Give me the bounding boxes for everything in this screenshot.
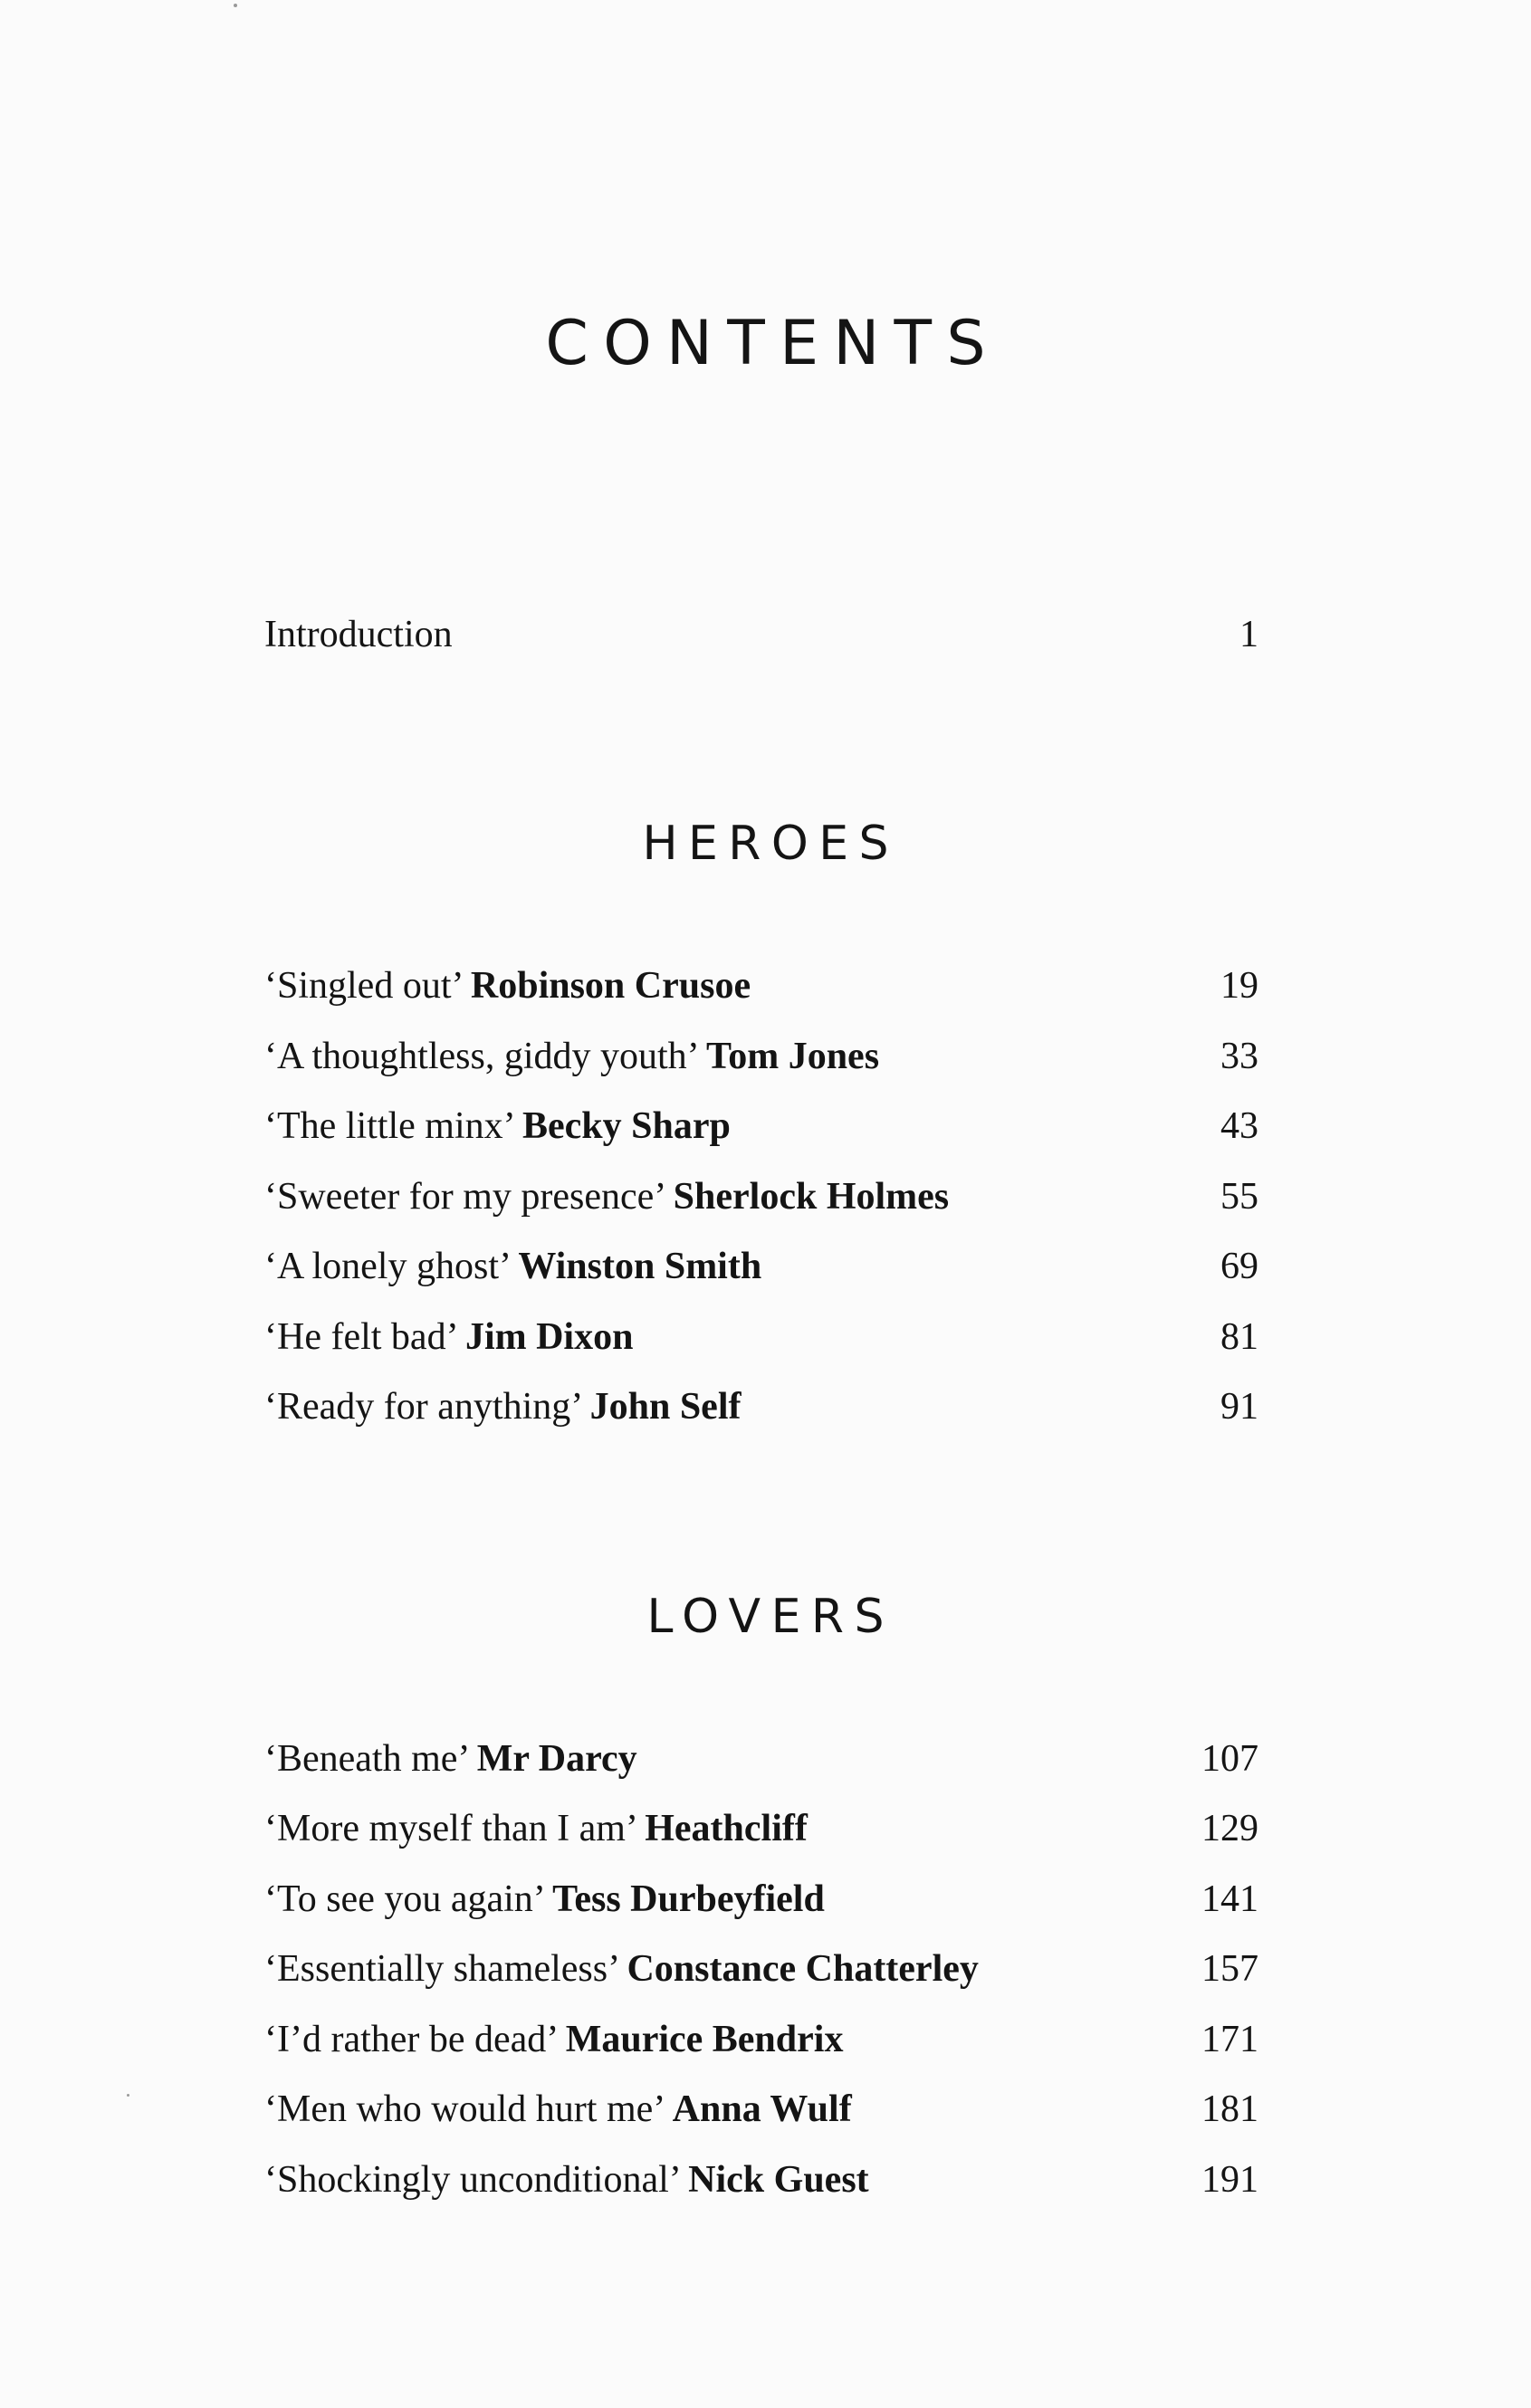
entry-quote: ‘A lonely ghost’	[264, 1246, 509, 1287]
page-number: 1	[1239, 614, 1258, 655]
entry-quote: ‘Sweeter for my presence’	[264, 1176, 665, 1218]
toc-entry[interactable]	[264, 1942, 1258, 1996]
page-number: 19	[1220, 965, 1258, 1007]
toc-entry[interactable]	[264, 2082, 1258, 2136]
entry-quote: ‘Shockingly unconditional’	[264, 2159, 679, 2201]
page-number: 129	[1201, 1808, 1258, 1849]
section-heading-heroes: HEROES	[642, 817, 899, 871]
entry-label: Introduction	[264, 614, 453, 655]
entry-quote: ‘Ready for anything’	[264, 1386, 581, 1428]
entry-character: Becky Sharp	[521, 1105, 731, 1147]
entry-character: Nick Guest	[688, 2159, 869, 2201]
section-heading-lovers: LOVERS	[646, 1590, 895, 1644]
page-number: 171	[1201, 2019, 1258, 2060]
toc-entry[interactable]	[264, 1099, 1258, 1153]
page-number: 91	[1220, 1386, 1258, 1428]
page-number: 81	[1220, 1316, 1258, 1358]
entry-quote: ‘Beneath me’	[264, 1738, 468, 1780]
toc-entry[interactable]	[264, 1380, 1258, 1434]
page-number: 69	[1220, 1246, 1258, 1287]
entry-character: Tess Durbeyfield	[552, 1878, 825, 1920]
entry-character: Constance Chatterley	[627, 1948, 979, 1990]
toc-entry[interactable]	[264, 1029, 1258, 1084]
page-title: CONTENTS	[545, 308, 1000, 379]
entry-quote: ‘Men who would hurt me’	[264, 2088, 664, 2130]
page-number: 141	[1201, 1878, 1258, 1920]
entry-character: Mr Darcy	[476, 1738, 637, 1780]
entry-character: Sherlock Holmes	[673, 1176, 950, 1218]
entry-quote: ‘He felt bad’	[264, 1316, 456, 1358]
toc-entry[interactable]	[264, 1801, 1258, 1856]
scan-speck	[234, 4, 237, 7]
entry-character: Heathcliff	[645, 1808, 808, 1849]
entry-character: Maurice Bendrix	[565, 2019, 844, 2060]
entry-quote: ‘Essentially shameless’	[264, 1948, 617, 1990]
toc-entry[interactable]	[264, 2012, 1258, 2067]
entry-quote: ‘A thoughtless, giddy youth’	[264, 1036, 697, 1077]
entry-character: Winston Smith	[518, 1246, 762, 1287]
entry-quote: ‘The little minx’	[264, 1105, 513, 1147]
page-number: 107	[1201, 1738, 1258, 1780]
entry-quote: ‘Singled out’	[264, 965, 462, 1007]
entry-character: Jim Dixon	[464, 1316, 634, 1358]
entry-quote: ‘I’d rather be dead’	[264, 2019, 557, 2060]
toc-entry[interactable]	[264, 1732, 1258, 1786]
toc-entry[interactable]	[264, 1170, 1258, 1224]
page-number: 157	[1201, 1948, 1258, 1990]
entry-character: Robinson Crusoe	[470, 965, 751, 1007]
toc-entry[interactable]	[264, 1239, 1258, 1294]
page-number: 33	[1220, 1036, 1258, 1077]
toc-entry[interactable]	[264, 1310, 1258, 1364]
entry-quote: ‘More myself than I am’	[264, 1808, 636, 1849]
entry-character: John Self	[589, 1386, 742, 1428]
page-number: 181	[1201, 2088, 1258, 2130]
toc-entry-introduction[interactable]	[264, 607, 1258, 662]
toc-entry[interactable]	[264, 959, 1258, 1013]
page-number: 55	[1220, 1176, 1258, 1218]
toc-entry[interactable]	[264, 2153, 1258, 2207]
entry-quote: ‘To see you again’	[264, 1878, 543, 1920]
page-number: 43	[1220, 1105, 1258, 1147]
scan-speck	[127, 2094, 129, 2097]
entry-character: Tom Jones	[706, 1036, 880, 1077]
entry-character: Anna Wulf	[672, 2088, 852, 2130]
page-number: 191	[1201, 2159, 1258, 2201]
toc-entry[interactable]	[264, 1872, 1258, 1926]
